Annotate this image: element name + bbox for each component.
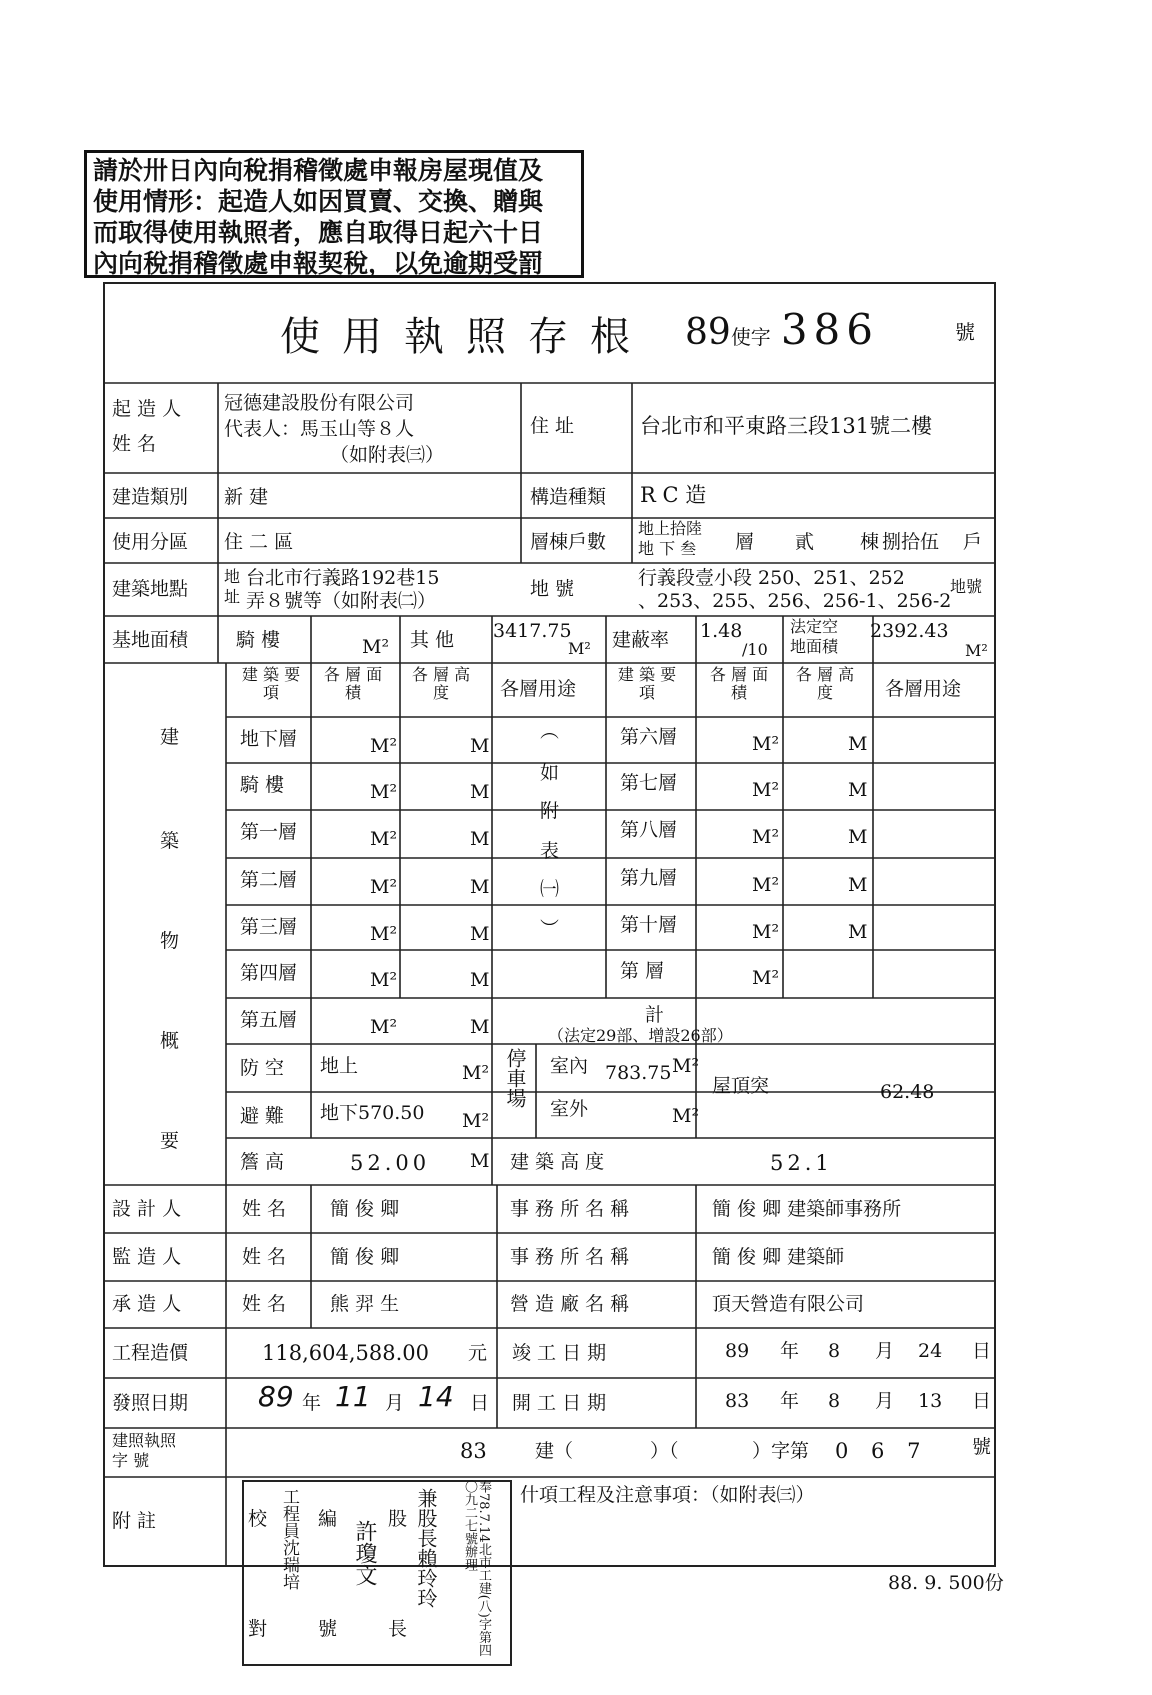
units-label: 戶 [963,531,983,553]
height-unit: M [470,735,490,757]
legal-unit: M² [965,641,988,660]
stamp-bian: 編 [318,1508,338,1530]
coverage-label: 建蔽率 [612,629,670,651]
supervisor-name-label: 姓 名 [242,1246,287,1268]
header-item: 建 築 要 項 [241,665,301,702]
area-unit: M² [752,826,780,848]
height-unit: M [848,921,868,943]
notice-line: 使用情形：起造人如因買賣、交換、贈與 [93,187,544,216]
supervisor-role: 監 造 人 [112,1246,182,1268]
air-defense-below-unit: M² [462,1110,490,1132]
stamp-zhang: 長 [388,1618,408,1640]
build-type-label: 建造類別 [112,486,189,508]
roof-value: 62.48 [880,1081,935,1103]
floors-below: 地 下 叁 [638,539,697,558]
parking-note: （法定29部、增設26部） [548,1026,733,1045]
floor-label: 第五層 [240,1009,298,1031]
issue-date-label: 發照日期 [112,1392,189,1414]
attached-char: 如 [540,762,560,784]
header-use: 各層用途 [500,678,577,700]
arcade-unit: M² [362,636,390,658]
legal-value: 2392.43 [870,620,949,642]
applicant-representative: 代表人：馬玉山等８人 [224,418,415,440]
air-defense-above-unit: M² [462,1062,490,1084]
area-unit: M² [752,967,780,989]
address-value: 台北市和平東路三段131號二樓 [640,414,933,438]
start-month: 8 [828,1390,841,1412]
stamp-person-3: 兼股長賴玲玲 [414,1488,438,1608]
area-unit: M² [752,779,780,801]
finish-month: 8 [828,1340,841,1362]
designer-name-label: 姓 名 [242,1198,287,1220]
date-unit-month: 月 [385,1392,405,1414]
floor-label: 第 層 [620,960,665,982]
stamp-person-2: 許瓊文 [352,1520,377,1586]
permit-mid: ）（ [650,1440,679,1462]
structure-value: R C 造 [640,483,707,507]
contractor-office: 頂天營造有限公司 [712,1293,865,1315]
floor-label: 第二層 [240,869,298,891]
supervisor-office-label: 事 務 所 名 稱 [510,1246,630,1268]
parking-indoor-label: 室內 [550,1055,589,1077]
date-unit-day: 日 [470,1392,490,1414]
start-year: 83 [725,1390,750,1412]
finish-day: 24 [918,1340,943,1362]
notice-line: 內向稅捐稽徵處申報契稅，以免逾期受罰 [93,249,544,278]
legal-label-1: 法定空 [790,617,839,636]
floor-label: 第三層 [240,916,298,938]
site-addr-label-2: 址 [224,587,241,606]
stamp-gu: 股 [388,1508,408,1530]
permit-hao: 號 [972,1436,992,1458]
applicant-attachment: （如附表㈢） [330,444,445,466]
attached-char: ︵ [540,720,560,742]
buildings-count: 貳 [795,531,815,553]
print-info: 88. 9. 500份 [888,1572,1004,1594]
parking-outdoor-unit: M² [672,1105,700,1127]
attached-char: ︶ [540,918,560,940]
cost-yuan: 元 [468,1342,488,1364]
designer-office: 簡 俊 卿 建築師事務所 [712,1198,902,1220]
height-unit: M [470,781,490,803]
air-defense-label-1: 防 空 [240,1057,285,1079]
lot-numbers-1: 行義段壹小段 250、251、252 [638,567,905,589]
permit-serial-value: 0 6 7 [835,1439,929,1463]
cost-label: 工程造價 [112,1342,189,1364]
contractor-role: 承 造 人 [112,1293,182,1315]
permit-serial: 386 [780,305,879,354]
issue-month: 11 [335,1380,371,1413]
height-unit: M [470,923,490,945]
coverage-denom: /10 [742,640,768,659]
floors-count-label: 層棟戶數 [530,531,607,553]
other-value: 3417.75 [493,620,572,642]
roof-label: 屋頂突 [712,1075,770,1097]
area-unit: M² [370,876,398,898]
build-type-value: 新 建 [224,486,269,508]
permit-label-1: 建照執照 [112,1431,177,1450]
date-unit-year: 年 [302,1392,322,1414]
floor-label: 第六層 [620,726,678,748]
finish-date-label: 竣 工 日 期 [512,1342,607,1364]
area-unit: M² [752,874,780,896]
attached-char: 附 [540,800,560,822]
header-area: 各 層 面 積 [323,665,383,702]
applicant-label-1: 起 造 人 [112,398,182,420]
structure-label: 構造種類 [530,486,607,508]
date-unit-day: 日 [972,1390,992,1412]
other-label: 其 他 [410,629,455,651]
applicant-company: 冠德建設股份有限公司 [224,392,415,414]
date-unit-month: 月 [875,1390,895,1412]
site-address-1: 台北市行義路192巷15 [246,567,440,589]
permit-jian: 建（ [535,1440,574,1462]
designer-name: 簡 俊 卿 [330,1198,400,1220]
parking-outdoor-label: 室外 [550,1098,589,1120]
lot-label: 地 號 [530,578,575,600]
air-defense-below: 地下570.50 [320,1102,425,1124]
site-label: 建築地點 [112,578,189,600]
lot-numbers-2: 、253、255、256、256-1、256-2 [638,590,952,612]
lot-suffix: 地號 [950,577,983,596]
air-defense-above: 地上 [320,1055,359,1077]
designer-office-label: 事 務 所 名 稱 [510,1198,630,1220]
stamp-jiao: 校 [248,1508,268,1530]
issue-day: 14 [418,1380,454,1413]
other-unit: M² [568,639,591,658]
zone-value: 住 二 區 [224,531,294,553]
floor-label: 第七層 [620,772,678,794]
permit-zi: ）字第 [752,1440,810,1462]
floors-above: 地上拾陸 [638,519,703,538]
contractor-name: 熊 羿 生 [330,1293,400,1315]
eave-unit: M [470,1150,490,1172]
address-label: 住 址 [530,415,575,437]
permit-year: 89 [685,312,731,353]
area-unit: M² [370,828,398,850]
attached-char: 表 [540,840,560,862]
cost-value: 118,604,588.00 [262,1341,429,1365]
overview-char: 築 [160,830,180,852]
site-addr-label-1: 地 [224,567,241,586]
finish-year: 89 [725,1340,750,1362]
floor-label: 騎 樓 [240,774,285,796]
date-unit-year: 年 [780,1390,800,1412]
parking-indoor-value: 783.75 [605,1062,672,1084]
air-defense-label-2: 避 難 [240,1105,285,1127]
build-height-value: 52.1 [770,1151,833,1175]
stamp-approval: 奉78.7.14北市工建(八)字第四〇九二七號辦理 [462,1480,491,1657]
area-unit: M² [370,1016,398,1038]
coverage-value: 1.48 [700,620,743,642]
height-unit: M [470,969,490,991]
eave-label: 簷 高 [240,1151,285,1173]
floor-label: 第九層 [620,867,678,889]
title-hao: 號 [955,320,975,344]
contractor-name-label: 姓 名 [242,1293,287,1315]
stamp-dui: 對 [248,1618,268,1640]
supervisor-office: 簡 俊 卿 建築師 [712,1246,845,1268]
header-area-right: 各 層 面 積 [709,665,769,702]
permit-type: 使字 [730,325,771,349]
height-unit: M [848,779,868,801]
notice-line: 請於卅日內向稅捐稽徵處申報房屋現值及 [93,156,544,185]
units-count: 捌拾伍 [882,531,940,553]
contractor-office-label: 營 造 廠 名 稱 [510,1293,630,1315]
overview-char: 建 [160,726,180,748]
date-unit-year: 年 [780,1340,800,1362]
area-unit: M² [370,781,398,803]
zone-label: 使用分區 [112,531,189,553]
height-unit: M [848,733,868,755]
applicant-label-2: 姓 名 [112,433,157,455]
floors-ceng: 層 [735,531,755,553]
remarks-text: 什項工程及注意事項：（如附表㈢） [520,1484,815,1506]
parking-label: 停車場 [503,1048,527,1108]
start-date-label: 開 工 日 期 [512,1392,607,1414]
overview-char: 概 [160,1030,180,1052]
header-height: 各 層 高 度 [411,665,471,702]
area-unit: M² [370,735,398,757]
overview-char: 物 [160,930,180,952]
area-unit: M² [370,969,398,991]
header-height-right: 各 層 高 度 [795,665,855,702]
remarks-label: 附 註 [112,1510,157,1532]
supervisor-name: 簡 俊 卿 [330,1246,400,1268]
height-unit: M [848,874,868,896]
legal-label-2: 地面積 [790,637,839,656]
height-unit: M [848,826,868,848]
page-title: 使用執照存根 [280,314,652,360]
parking-indoor-unit: M² [672,1055,700,1077]
height-unit: M [470,1016,490,1038]
issue-year: 89 [258,1380,294,1413]
base-area-label: 基地面積 [112,629,189,651]
stamp-hao: 號 [318,1618,338,1640]
header-use-right: 各層用途 [885,678,962,700]
area-unit: M² [370,923,398,945]
date-unit-day: 日 [972,1340,992,1362]
height-unit: M [470,828,490,850]
floor-label: 第十層 [620,914,678,936]
date-unit-month: 月 [875,1340,895,1362]
buildings-label: 棟 [860,531,880,553]
floor-label: 地下層 [240,728,298,750]
floor-label: 第八層 [620,819,678,841]
floor-total-label: 計 [645,1004,665,1026]
eave-value: 52.00 [350,1151,431,1175]
permit-year-value: 83 [460,1439,487,1463]
designer-role: 設 計 人 [112,1198,182,1220]
stamp-person-1: 工程員沈瑞培 [279,1488,299,1590]
site-address-2: 弄８號等（如附表㈡） [246,590,437,612]
arcade-label: 騎 樓 [236,629,281,651]
area-unit: M² [752,733,780,755]
attached-char: ㈠ [540,878,560,900]
area-unit: M² [752,921,780,943]
overview-char: 要 [160,1130,180,1152]
floor-label: 第四層 [240,962,298,984]
floor-label: 第一層 [240,821,298,843]
height-unit: M [470,876,490,898]
build-height-label: 建 築 高 度 [510,1151,605,1173]
permit-label-2: 字 號 [112,1451,150,1470]
header-item-right: 建 築 要 項 [617,665,677,702]
start-day: 13 [918,1390,943,1412]
notice-line: 而取得使用執照者，應自取得日起六十日 [93,218,544,247]
